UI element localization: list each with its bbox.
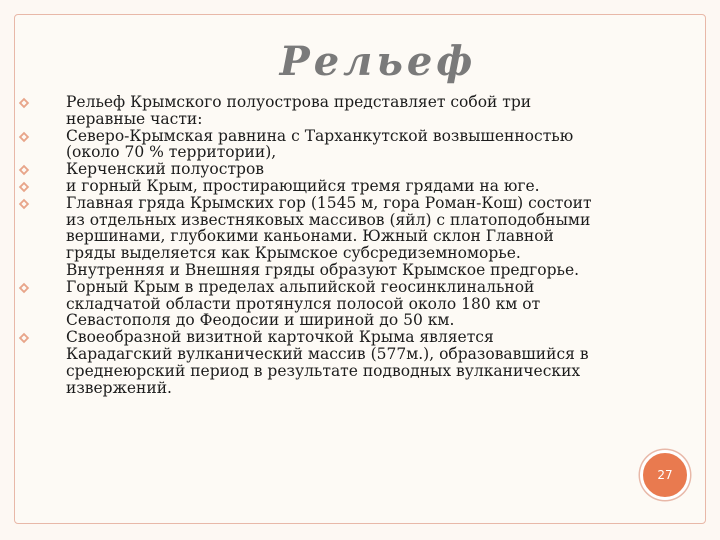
diamond-bullet-icon [18, 282, 30, 294]
diamond-bullet-icon [18, 97, 30, 109]
slide-title: Рельеф [279, 38, 477, 85]
bullet-text: Керченский полуостров [66, 160, 264, 179]
bullet-text: Северо-Крымская равнина с Тарханкутской возвышенностью (около 70 % территории), [66, 126, 574, 162]
list-item [18, 128, 678, 162]
diamond-bullet-icon [18, 198, 30, 210]
page-number-badge: 27 [640, 450, 690, 500]
bullet-list [18, 94, 678, 396]
diamond-bullet-icon [18, 181, 30, 193]
list-item [18, 178, 678, 195]
diamond-bullet-icon [18, 332, 30, 344]
diamond-bullet-icon [18, 164, 30, 176]
diamond-bullet-icon [18, 131, 30, 143]
list-item [18, 279, 678, 329]
bullet-text: и горный Крым, простирающийся тремя грядами на юге. [66, 176, 540, 195]
bullet-text: Рельеф Крымского полуострова представляет собой три неравные части: [66, 93, 532, 128]
list-item [18, 94, 678, 128]
list-item [18, 329, 678, 396]
bullet-text: Своеобразной визитной карточкой Крыма является Карадагский вулканический массив (577м.), образовавшийся в среднеюрский период в результате подводных вулканических извержений. [66, 328, 589, 397]
bullet-text: Главная гряда Крымских гор (1545 м, гора Роман-Кош) состоит из отдельных известняковых массивов (яйл) с платоподобными вершинами, глубокими каньонами. Южный склон Главной гряды выделяется как Крымское субсредиземноморье. Внутренняя и Внешняя гряды образуют Крымское предгорье. [66, 193, 592, 279]
bullet-text: Горный Крым в пределах альпийской геосинклинальной складчатой области протянулся полосой около 180 км от Севастополя до Феодосии и шириной до 50 км. [66, 277, 541, 330]
list-item [18, 195, 678, 279]
list-item [18, 161, 678, 178]
